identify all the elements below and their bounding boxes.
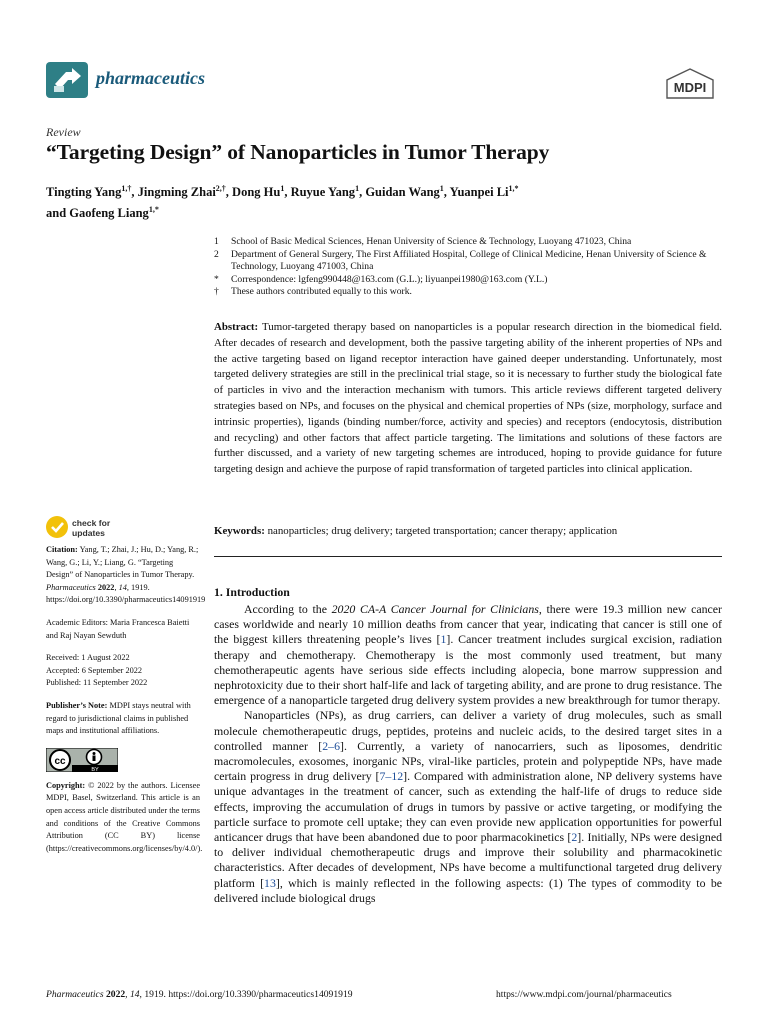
publisher-note: Publisher’s Note: MDPI stays neutral with regard to jurisdictional claims in published maps and institutional affiliations. <box>46 700 191 736</box>
citation-link[interactable]: 7–12 <box>379 769 404 784</box>
author-line-1: Tingting Yang$^{1,\dagger}$, Jingming Zhai$^{2,\dagger}$, Dong Hu$^1$, Ruyue Yang$^1$, Guidan Wang$^1$, Yuanpei $Li^{1,*}$ <box>46 184 519 200</box>
journal-name[interactable]: pharmaceutics <box>96 68 206 88</box>
published-date: Published: 11 September 2022 <box>46 678 148 688</box>
footer-journal-url[interactable]: https://www.mdpi.com/journal/pharmaceutics <box>496 989 672 1000</box>
citation-link[interactable]: 13 <box>264 875 276 890</box>
citation-link[interactable]: 2–6 <box>322 738 340 753</box>
footer-citation: Pharmaceutics 2022, 14, 1919. https://doi.org/10.3390/pharmaceutics14091919 <box>46 989 353 1000</box>
article-type: Review <box>46 125 81 139</box>
article-info-sidebar <box>46 544 206 865</box>
dates-block <box>46 652 200 690</box>
paragraph: Nanoparticles (NPs), as drug carriers, can deliver a variety of drug molecules, such as small molecule chemotherapeutic drugs, peptides, proteins and nucleic acids, to the desired target sites in a controlled manner [2–6]. Currently, a variety of nanocarriers, such as liposomes, dendritic macromolecules, exosomes, inorganic NPs, viral-like particles, protein and polypeptide NPs, have made certain progress in drug delivery [7–12]. Compared with administration alone, NP delivery systems have unique advantages in the treatment of cancer, such as extending the half-life of drugs to reduce side effects, improving the accumulation of drugs in tumors by passive or active targeting, or modifying the particle surface to promote cell uptake; they can even provide new application opportunities for powerful anticancer drugs that have been abandoned due to poor pharmacokinetics [2]. Initially, NPs were designed to deliver individual chemotherapeutic drugs and improve their solubility and pharmacokinetic characteristics. After decades of development, NPs have become a multifunctional targeted drug delivery platform [13], which is mainly reflected in the following aspects: (1) The types of commodity to be delivered include biological drugs <box>214 708 723 905</box>
article-title: “Targeting Design” of Nanoparticles in Tumor Therapy <box>46 140 550 164</box>
keywords-label: Keywords: <box>214 525 265 537</box>
paragraph: According to the 2020 CA-A Cancer Journal for Clinicians, there were 19.3 million new cancer cases worldwide and nearly 10 million deaths from cancer that year, indicating that cancer is still one of the biggest killers threatening people’s lives [1]. Cancer treatment includes surgical excision, radiation therapy and chemotherapy. Chemotherapy is the most commonly used treatment, but many chemotherapeutic agents have serious side effects including alopecia, bone marrow suppression and nephrotoxicity due to their short half-life and lack of targeting ability, and are prone to drug resistance. The emergence of a nanoparticle targeted drug delivery system provides a new breakthrough for tumor therapy. <box>214 602 723 708</box>
citation-block: Citation: Yang, T.; Zhai, J.; Hu, D.; Yang, R.; Wang, G.; Li, Y.; Liang, G. “Targeting Design” of Nanoparticles in Tumor Therapy. Pharmaceutics 2022, 14, 1919. https://doi.org/10.3390/pharmaceutics14091919 <box>46 545 206 605</box>
copyright-block: Copyright: © 2022 by the authors. Licensee MDPI, Basel, Switzerland. This article is an open access article distributed under the terms and conditions of the Creative Commons Attribution (CC BY) license (https://creativecommons.org/licenses/by/4.0/). <box>46 780 203 853</box>
equal-contribution-note: † These authors contributed equally to this work. <box>214 286 412 298</box>
abstract-label: Abstract: <box>214 321 259 333</box>
svg-text:cc: cc <box>54 755 66 767</box>
mdpi-logo-text: MDPI <box>673 80 707 95</box>
section-heading: 1. Introduction <box>214 585 290 599</box>
author-list <box>46 180 706 222</box>
correspondence: * Correspondence: lgfeng990448@163.com (G.L.); liyuanpei1980@163.com (Y.L.) <box>214 273 548 285</box>
affiliations <box>214 236 726 299</box>
keywords <box>214 524 722 539</box>
journal-logo-icon <box>46 62 88 98</box>
citation-link[interactable]: 2 <box>571 830 578 845</box>
mdpi-logo[interactable] <box>664 68 716 102</box>
abstract-text: Tumor-targeted therapy based on nanoparticles is a popular research direction in the biomedical field. After decades of research and development, both the passive targeting ability of the inherent properties of NPs and the active targeting based on ligand receptor interaction have gained deeper understanding. Unfortunately, most targeted delivery strategies are still in the preclinical trial stage, so it is necessary to further study the biological fate of particles in vivo and the interaction mechanism with tumors. This article reviews different targeted delivery strategies based on NPs, and focuses on the physical and chemical properties of NPs (size, morphology, surface and intrinsic properties), ligands (binding number/force, activity and species) and receptors (endocytosis, distribution and recycling) and other factors that affect particle targeting. The limitations and solutions of these factors are further discussed, and a variety of new targeting schemes are introduced, hoping to provide guidance for future targeting design and achieve the purpose of rapid transformation of targeted particles into clinical application. <box>214 321 722 476</box>
keywords-text: nanoparticles; drug delivery; targeted transportation; cancer therapy; application <box>267 525 618 537</box>
section-divider <box>214 556 722 557</box>
cc-by-license-icon[interactable] <box>46 748 118 772</box>
body-text <box>214 602 722 906</box>
check-for-updates-button[interactable]: check for updates <box>46 516 156 544</box>
check-updates-icon <box>46 516 68 538</box>
svg-text:BY: BY <box>91 766 99 772</box>
abstract <box>214 320 722 478</box>
author-line-2: and Gaofeng Liang$^{1,*}$ <box>46 205 159 221</box>
affiliation-item: 1 School of Basic Medical Sciences, Henan University of Science & Technology, Luoyang 471023, China <box>214 236 632 247</box>
academic-editors: Academic Editors: Maria Francesca Baietti and Raj Nayan Sewduth <box>46 617 190 640</box>
accepted-date: Accepted: 6 September 2022 <box>46 665 143 675</box>
affiliation-item: 2 Department of General Surgery, The First Affiliated Hospital, College of Clinical Medicine, Henan University of Science & Technology, Luoyang 471003, China <box>214 248 707 273</box>
citation-link[interactable]: 1 <box>440 632 447 647</box>
received-date: Received: 1 August 2022 <box>46 653 130 663</box>
